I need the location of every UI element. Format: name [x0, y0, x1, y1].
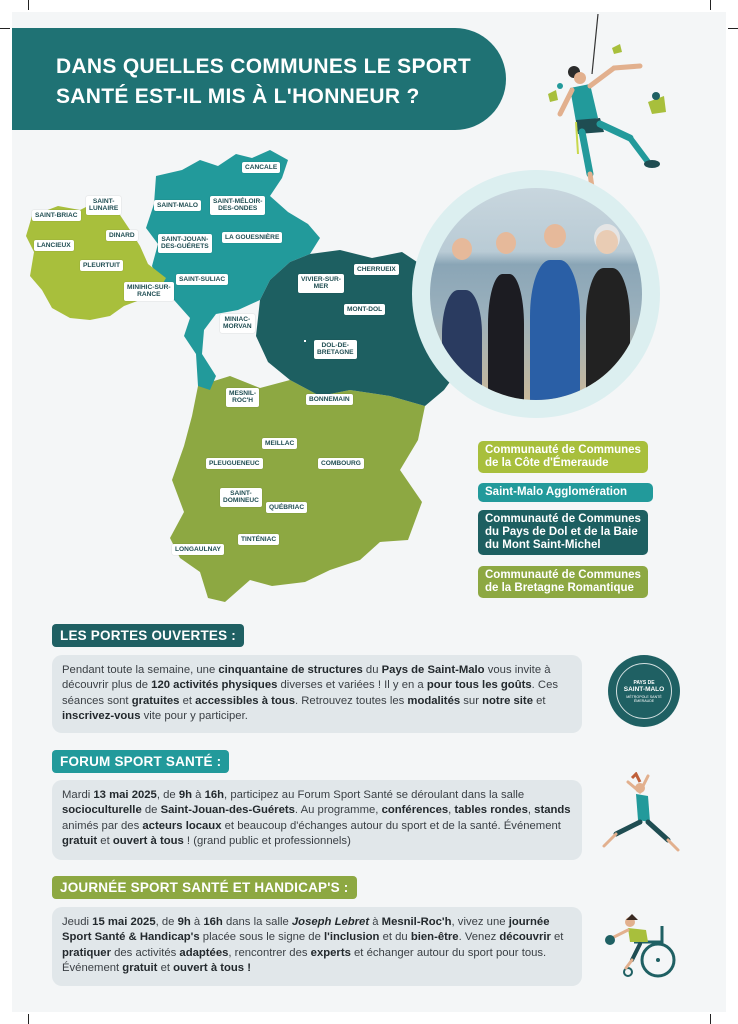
- crop-mark: [28, 0, 29, 10]
- town-label-vivier-sur-mer: VIVIER-SUR- MER: [298, 274, 344, 293]
- town-label-cancale: CANCALE: [242, 162, 280, 173]
- map-legend: [478, 441, 648, 483]
- legend-pays-de-dol: Communauté de Communes du Pays de Dol et de la Baie du Mont Saint-Michel: [478, 510, 648, 555]
- section-title-forum: FORUM SPORT SANTÉ :: [52, 750, 229, 773]
- crop-mark: [710, 0, 711, 10]
- town-label-combourg: COMBOURG: [318, 458, 364, 469]
- legend-saint-malo-agglo: Saint-Malo Agglomération: [478, 483, 653, 502]
- crop-mark: [728, 28, 738, 29]
- town-label-bonnemain: BONNEMAIN: [306, 394, 353, 405]
- map-legend-item: [478, 510, 648, 565]
- walker-head: [596, 230, 618, 254]
- town-label-quebriac: QUÉBRIAC: [266, 502, 307, 513]
- page-title: DANS QUELLES COMMUNES LE SPORT SANTÉ EST-IL MIS À L'HONNEUR ?: [56, 55, 472, 108]
- walker-figure: [442, 290, 482, 400]
- walker-figure: [488, 274, 524, 400]
- town-label-dinard: DINARD: [106, 230, 138, 241]
- town-label-mont-dol: MONT-DOL: [344, 304, 385, 315]
- town-label-mesnil-roch: MESNIL- ROC'H: [226, 388, 259, 407]
- region-bretagne-romantique: [170, 376, 425, 602]
- town-label-saint-meloir: SAINT-MÉLOIR- DES-ONDES: [210, 196, 265, 215]
- town-label-saint-jouan: SAINT-JOUAN- DES-GUÉRETS: [158, 234, 212, 253]
- title-banner: [12, 28, 506, 130]
- walker-figure: [586, 268, 630, 400]
- walker-head: [452, 238, 472, 260]
- town-label-pleugueneuc: PLEUGUENEUC: [206, 458, 263, 469]
- town-label-minihic: MINIHIC-SUR- RANCE: [124, 282, 174, 301]
- section-text-handicap: Jeudi 15 mai 2025, de 9h à 16h dans la salle Joseph Lebret à Mesnil-Roc'h, vivez une journée Sport Santé & Handicap's placée sous le signe de l'inclusion et du bien-être. Venez découvrir et pratiquer des activités adaptées, rencontrer des experts et échanger autour du sport pour tous. Événement gratuit et ouvert à tous !: [52, 907, 582, 986]
- legend-cote-emeraude: Communauté de Communes de la Côte d'Émeraude: [478, 441, 648, 473]
- town-label-dol-de-bretagne: DOL-DE- BRETAGNE: [314, 340, 357, 359]
- nordic-walking-photo: [430, 188, 642, 400]
- town-label-lancieux: LANCIEUX: [34, 240, 74, 251]
- section-title-portes-ouvertes: LES PORTES OUVERTES :: [52, 624, 244, 647]
- crop-mark: [0, 28, 10, 29]
- section-title-handicap: JOURNÉE SPORT SANTÉ ET HANDICAP'S :: [52, 876, 357, 899]
- crop-mark: [710, 1014, 711, 1024]
- town-label-saint-lunaire: SAINT- LUNAIRE: [86, 196, 121, 215]
- town-label-longaulnay: LONGAULNAY: [172, 544, 224, 555]
- section-text-portes-ouvertes: Pendant toute la semaine, une cinquantaine de structures du Pays de Saint-Malo vous invite à découvrir plus de 120 activités physiques diverses et variées ! Il y en a pour tous les goûts. Ces séances sont gratuites et accessibles à tous. Retrouvez toutes les modalités sur notre site et inscrivez-vous vite pour y participer.: [52, 655, 582, 733]
- town-label-miniac-morvan: MINIAC- MORVAN: [220, 314, 255, 333]
- map-legend-item: [478, 566, 648, 608]
- map-legend-item: [478, 482, 653, 512]
- walker-figure: [530, 260, 580, 400]
- section-text-forum: Mardi 13 mai 2025, de 9h à 16h, participez au Forum Sport Santé se déroulant dans la salle socioculturelle de Saint-Jouan-des-Guérets. Au programme, conférences, tables rondes, stands animés par des acteurs locaux et beaucoup d'échanges autour du sport et de la santé. Événement gratuit et ouvert à tous ! (grand public et professionnels): [52, 780, 582, 860]
- walker-head: [544, 224, 566, 248]
- town-label-cherrueix: CHERRUEIX: [354, 264, 399, 275]
- walker-head: [496, 232, 516, 254]
- town-label-meillac: MEILLAC: [262, 438, 297, 449]
- town-label-tinteniac: TINTÉNIAC: [238, 534, 279, 545]
- town-label-pleurtuit: PLEURTUIT: [80, 260, 123, 271]
- town-label-saint-briac: SAINT-BRIAC: [32, 210, 81, 221]
- crop-mark: [28, 1014, 29, 1024]
- legend-bretagne-romantique: Communauté de Communes de la Bretagne Romantique: [478, 566, 648, 598]
- town-label-saint-malo: SAINT-MALO: [154, 200, 201, 211]
- pays-de-saint-malo-logo: PAYS DE SAINT-MALO MÉTROPOLE SANTÉ ÉMERAUDE: [608, 655, 680, 727]
- town-label-la-gouesniere: LA GOUESNIÈRE: [222, 232, 282, 243]
- town-label-saint-domineuc: SAINT- DOMINEUC: [220, 488, 262, 507]
- territory-map: [20, 140, 490, 610]
- town-label-saint-suliac: SAINT-SULIAC: [176, 274, 228, 285]
- yoga-figure-icon: [598, 772, 684, 856]
- wheelchair-athlete-icon: [600, 910, 682, 980]
